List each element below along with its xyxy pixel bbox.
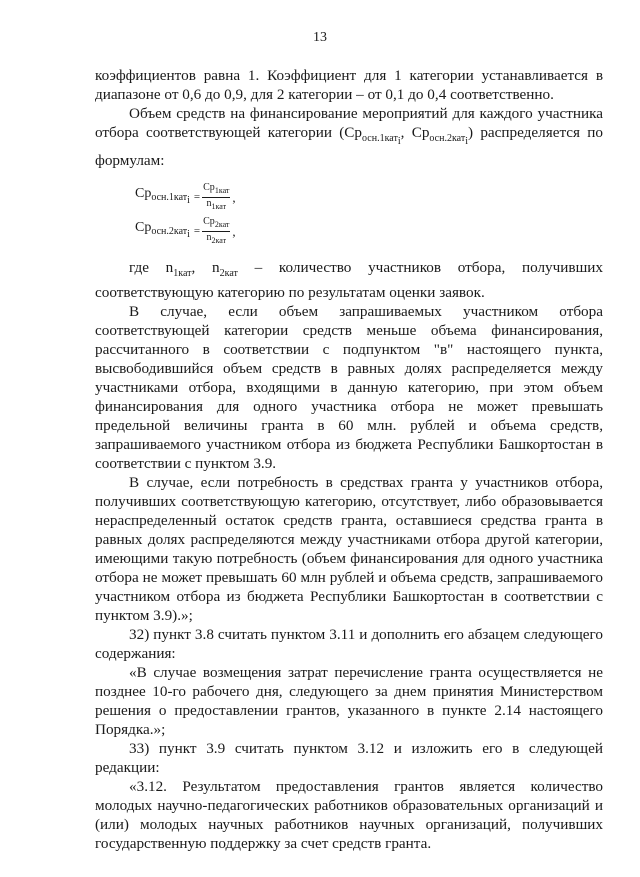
paragraph-reimbursement: «В случае возмещения затрат перечисление гранта осуществляется не позднее 10-го рабочего дня, следующего за днем принятия Министерством решения о предоставлении грантов, указанного в пункте 2.14 настоящего Порядка.»; [95, 664, 603, 739]
paragraph-item-32: 32) пункт 3.8 считать пунктом 3.11 и дополнить его абзацем следующего содержания: [95, 626, 603, 663]
symbol-sr-osn1: $Ср_{осн.1кат_i}$ [344, 124, 401, 148]
paragraph-where: где $n_{1кат}$, $n_{2кат}$ – количество участников отбора, получивших соответствующую категорию по результатам оценки заявок. [95, 259, 603, 302]
formula-fraction [202, 182, 230, 213]
paragraph-coefficients: коэффициентов равна 1. Коэффициент для 1 категории устанавливается в диапазоне от 0,6 до 0,9, для 2 категории – от 0,1 до 0,4 соответственно. [95, 67, 603, 103]
paragraph-item-33: 33) пункт 3.9 считать пунктом 3.12 и изложить его в следующей редакции: [95, 740, 603, 777]
formula-fraction [202, 216, 230, 247]
equals-sign: = [193, 224, 201, 237]
paragraph-case-no-need: В случае, если потребность в средствах гранта у участников отбора, получивших соответствующую категорию, отсутствует, либо образовывается нераспределенный остаток средств гранта, оставшиеся средства гранта в равных долях распределяются между участниками отбора другой категории, имеющими такую потребность (объем финансирования для одного участника отбора не может превышать 60 млн рублей и объема средств, запрашиваемого участником отбора из бюджета Республики Башкортостан в соответствии с пунктом 3.9).»; [95, 474, 603, 625]
fraction-numerator: $Ср_{2кат}$ [202, 216, 230, 232]
fraction-denominator: $n_{2кат}$ [206, 231, 227, 245]
fraction-numerator: $Ср_{1кат}$ [202, 182, 230, 198]
formula-lhs: $Ср_{осн.2кат_i}$ [135, 219, 190, 241]
formula-block [135, 180, 603, 248]
formula-category-1: $Ср_{осн.1кат_i}$ = $\frac{Ср_{1кат}}{n_{1кат}}$ , [135, 181, 236, 211]
page-number: 13 [313, 30, 327, 45]
document-body [95, 66, 603, 853]
paragraph-funding-volume: Объем средств на финансирование мероприятий для каждого участника отбора соответствующей категории ($Ср_{осн.1кат_i}$, $Ср_{осн.2кат_i}$) распределяется по формулам: [95, 105, 603, 170]
formula-lhs: $Ср_{осн.1кат_i}$ [135, 185, 190, 207]
symbol-sr-osn2: $Ср_{осн.2кат_i}$ [411, 124, 468, 148]
paragraph-case-less: В случае, если объем запрашиваемых участником отбора соответствующей категории средств меньше объема финансирования, рассчитанного в соответствии с подпунктом "в" настоящего пункта, высвободившийся объем средств в равных долях распределяется между участниками отбора, входящими в данную категорию, при этом объем финансирования для одного участника отбора не может превышать предельной величины гранта в 60 млн. рублей и объема средств, запрашиваемого участником отбора из бюджета Республики Башкортостан в соответствии с пунктом 3.9. [95, 303, 603, 473]
paragraph-result-3-12: «3.12. Результатом предоставления грантов является количество молодых научно-педагогических работников образовательных организаций и (или) молодых научных работников научных организаций, получивших государственную поддержку за счет средств гранта. [95, 778, 603, 853]
formula-category-2: $Ср_{осн.2кат_i}$ = $\frac{Ср_{2кат}}{n_{2кат}}$ , [135, 215, 236, 245]
equals-sign: = [193, 190, 201, 203]
fraction-denominator: $n_{1кат}$ [206, 197, 227, 211]
